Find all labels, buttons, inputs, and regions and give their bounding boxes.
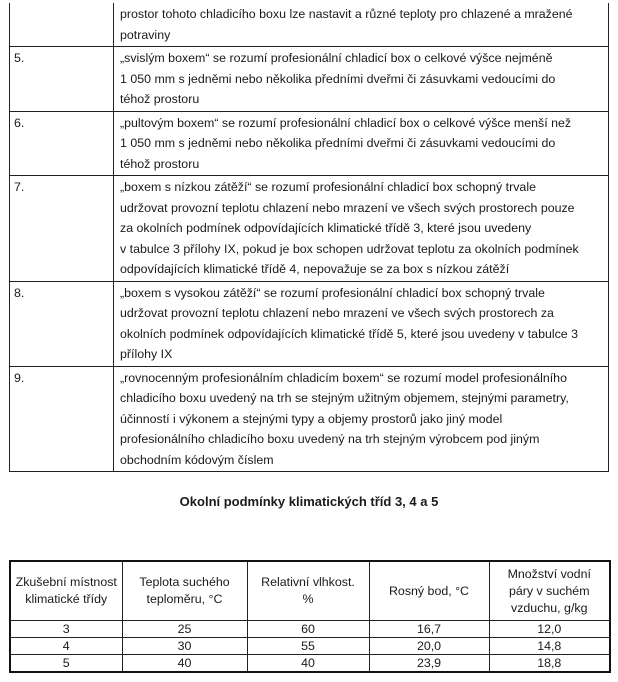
definition-row [10,366,609,472]
climate-column-header [10,561,122,621]
climate-cell: 23,9 [369,655,489,673]
definition-row [10,281,609,366]
definition-line: profesionálního chladicího boxu uvedený na trh stejným výrobcem pod jiným [120,432,540,446]
definition-number [10,3,114,47]
definition-line: „rovnocenným profesionálním chladicím boxem“ se rozumí model profesionálního [120,370,567,385]
climate-row [10,638,610,655]
definition-line: odpovídajících klimatické třídě 4, nepovažuje se za box s nízkou zátěží [120,262,510,276]
header-line: % [302,592,314,606]
climate-cell: 16,7 [369,621,489,638]
climate-cell: 5 [10,655,122,673]
definition-line: za okolních podmínek odpovídajících klimatické třídě 3, které jsou uvedeny [120,221,532,235]
definition-line: téhož prostoru [120,156,200,171]
definition-line: udržovat provozní teplotu chlazení nebo mrazení ve všech svých prostorech za [120,306,554,320]
definition-line: „boxem s nízkou zátěží“ se rozumí profesionální chladicí box schopný trvale [120,180,536,194]
definition-number: 5. [10,47,114,112]
climate-cell: 60 [247,621,369,638]
definition-line: obchodním kódovým číslem [120,452,274,467]
climate-column-header [369,561,489,621]
definition-line: téhož prostoru [120,92,200,106]
climate-header-row [10,561,610,621]
climate-cell: 4 [10,638,122,655]
definition-line: 1 050 mm s jedněmi nebo několika předními dveřmi či zásuvkami vedoucími do [120,136,556,150]
header-line: klimatické třídy [25,592,108,606]
definition-line: účinností i výkonem a stejnými typy a objemy prostorů jako jiný model [120,411,503,426]
definition-text [114,3,609,47]
header-line: vzduchu, g/kg [511,600,588,615]
definition-line: chladicího boxu uvedený na trh se stejným užitným objemem, stejnými parametry, [120,391,569,405]
definition-line: přílohy IX [120,347,173,361]
definition-number: 6. [10,111,114,176]
climate-cell: 14,8 [489,638,610,655]
definition-text [114,281,609,366]
climate-row [10,621,610,638]
definition-line: okolních podmínek odpovídajících klimatické třídě 5, které jsou uvedeny v tabulce 3 [120,326,579,341]
climate-cell: 25 [122,621,247,638]
definition-text [114,47,609,112]
climate-cell: 12,0 [489,621,610,638]
climate-cell: 30 [122,638,247,655]
definition-line: v tabulce 3 přílohy IX, pokud je box schopen udržovat teplotu za okolních podmínek [120,241,579,256]
definition-text [114,366,609,472]
definition-line: „pultovým boxem“ se rozumí profesionální chladicí box o celkové výšce menší než [120,115,572,130]
climate-cell: 3 [10,621,122,638]
definition-line: 1 050 mm s jedněmi nebo několika předními dveřmi či zásuvkami vedoucími do [120,71,556,86]
header-line: Relativní vlhkost. [261,575,355,589]
definitions-table [9,3,609,472]
definition-number: 8. [10,281,114,366]
definition-line: prostor tohoto chladicího boxu lze nastavit a různé teploty pro chlazené a mražené [120,7,573,21]
header-line: Množství vodní [507,566,591,581]
header-line: Rosný bod, °C [388,583,470,598]
definition-row [10,3,609,47]
definition-number: 7. [10,176,114,282]
definition-text [114,176,609,282]
climate-cell: 40 [247,655,369,673]
header-line: teploměru, °C [146,592,223,606]
climate-row [10,655,610,673]
definition-number: 9. [10,366,114,472]
definitions-body [10,3,609,472]
definition-row [10,47,609,112]
header-line: páry v suchém [508,583,590,598]
climate-cell: 18,8 [489,655,610,673]
definition-row [10,111,609,176]
definition-row [10,176,609,282]
header-line: Zkušební místnost [15,575,117,589]
climate-cell: 40 [122,655,247,673]
climate-cell: 20,0 [369,638,489,655]
definition-line: potraviny [120,27,171,42]
climate-column-header [489,561,610,621]
climate-body [10,621,610,673]
climate-cell: 55 [247,638,369,655]
climate-table-title: Okolní podmínky klimatických tříd 3, 4 a 5 [179,494,439,509]
definition-text [114,111,609,176]
definition-line: „svislým boxem“ se rozumí profesionální chladicí box o celkové výšce nejméně [120,51,553,65]
climate-column-header [247,561,369,621]
definition-line: udržovat provozní teplotu chlazení nebo mrazení ve všech svých prostorech pouze [120,200,575,215]
definition-line: „boxem s vysokou zátěží“ se rozumí profesionální chladicí box schopný trvale [120,285,545,300]
header-line: Teplota suchého [139,575,230,589]
climate-column-header [122,561,247,621]
climate-conditions-table [9,560,611,673]
